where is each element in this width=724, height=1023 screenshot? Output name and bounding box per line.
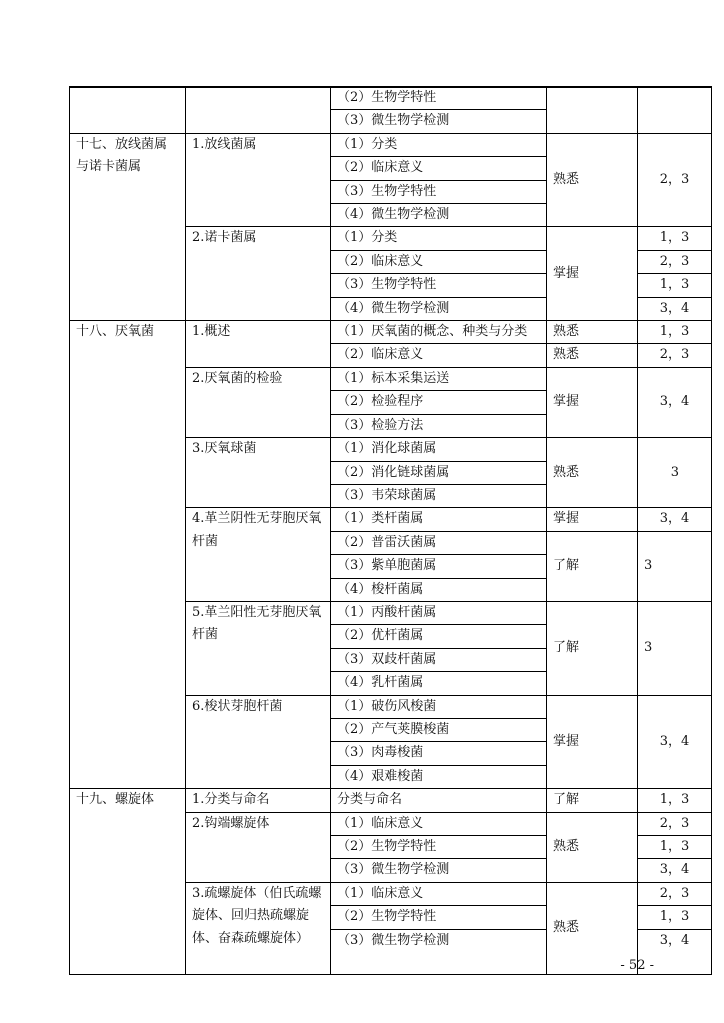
item-cell: 分类与命名 bbox=[331, 789, 547, 812]
level-cell: 熟悉 bbox=[547, 812, 638, 882]
topic-cell: 2.诺卡菌属 bbox=[186, 227, 331, 321]
level-cell: 熟悉 bbox=[547, 133, 638, 227]
unit-cell: 3，4 bbox=[638, 508, 712, 531]
level-cell: 熟悉 bbox=[547, 344, 638, 367]
level-cell: 掌握 bbox=[547, 695, 638, 789]
item-cell: （2）产气荚膜梭菌 bbox=[331, 718, 547, 741]
level-cell: 掌握 bbox=[547, 227, 638, 321]
item-cell: （2）检验程序 bbox=[331, 391, 547, 414]
chapter-cell: 十九、螺旋体 bbox=[70, 789, 186, 974]
topic-cell: 2.钩端螺旋体 bbox=[186, 812, 331, 882]
page-number: - 52 - bbox=[620, 958, 654, 973]
item-cell: （3）韦荣球菌属 bbox=[331, 484, 547, 507]
item-cell: （2）临床意义 bbox=[331, 344, 547, 367]
topic-cell: 5.革兰阳性无芽胞厌氧杆菌 bbox=[186, 601, 331, 695]
item-cell: （1）破伤风梭菌 bbox=[331, 695, 547, 718]
item-cell: （3）检验方法 bbox=[331, 414, 547, 437]
topic-cell bbox=[186, 87, 331, 134]
unit-cell: 2，3 bbox=[638, 133, 712, 227]
chapter-cell: 十八、厌氧菌 bbox=[70, 321, 186, 789]
chapter-cell bbox=[70, 87, 186, 134]
unit-cell: 1，3 bbox=[638, 227, 712, 250]
unit-cell: 3，4 bbox=[638, 695, 712, 789]
topic-cell: 3.疏螺旋体（伯氏疏螺旋体、回归热疏螺旋体、奋森疏螺旋体） bbox=[186, 882, 331, 974]
item-cell: （2）临床意义 bbox=[331, 157, 547, 180]
topic-cell: 2.厌氧菌的检验 bbox=[186, 367, 331, 437]
level-cell: 了解 bbox=[547, 531, 638, 601]
level-cell: 了解 bbox=[547, 789, 638, 812]
unit-cell: 3 bbox=[638, 531, 712, 601]
item-cell: （3）肉毒梭菌 bbox=[331, 742, 547, 765]
item-cell: （1）类杆菌属 bbox=[331, 508, 547, 531]
unit-cell: 1，3 bbox=[638, 321, 712, 344]
level-cell: 了解 bbox=[547, 601, 638, 695]
item-cell: （1）厌氧菌的概念、种类与分类 bbox=[331, 321, 547, 344]
item-cell: （2）生物学特性 bbox=[331, 906, 547, 929]
item-cell: （1）标本采集运送 bbox=[331, 367, 547, 390]
level-cell: 掌握 bbox=[547, 367, 638, 437]
item-cell: （3）微生物学检测 bbox=[331, 929, 547, 974]
unit-cell: 2，3 bbox=[638, 812, 712, 835]
item-cell: （3）生物学特性 bbox=[331, 180, 547, 203]
item-cell: （1）分类 bbox=[331, 227, 547, 250]
syllabus-table bbox=[69, 86, 712, 975]
topic-cell: 1.分类与命名 bbox=[186, 789, 331, 812]
item-cell: （1）临床意义 bbox=[331, 812, 547, 835]
item-cell: （2）优杆菌属 bbox=[331, 625, 547, 648]
item-cell: （2）消化链球菌属 bbox=[331, 461, 547, 484]
item-cell: （2）生物学特性 bbox=[331, 836, 547, 859]
item-cell: （3）紫单胞菌属 bbox=[331, 555, 547, 578]
chapter-cell: 十七、放线菌属与诺卡菌属 bbox=[70, 133, 186, 320]
item-cell: （3）微生物学检测 bbox=[331, 110, 547, 133]
item-cell: （3）生物学特性 bbox=[331, 274, 547, 297]
unit-cell: 2，3 bbox=[638, 250, 712, 273]
item-cell: （1）消化球菌属 bbox=[331, 438, 547, 461]
unit-cell: 1，3 bbox=[638, 789, 712, 812]
unit-cell: 3，4 bbox=[638, 859, 712, 882]
topic-cell: 6.梭状芽胞杆菌 bbox=[186, 695, 331, 789]
item-cell: （1）丙酸杆菌属 bbox=[331, 601, 547, 624]
item-cell: （4）微生物学检测 bbox=[331, 204, 547, 227]
level-cell bbox=[547, 87, 638, 134]
unit-cell: 3 bbox=[638, 438, 712, 508]
level-cell: 掌握 bbox=[547, 508, 638, 531]
item-cell: （4）微生物学检测 bbox=[331, 297, 547, 320]
topic-cell: 1.放线菌属 bbox=[186, 133, 331, 227]
unit-cell: 3，4 bbox=[638, 297, 712, 320]
unit-cell: 2，3 bbox=[638, 344, 712, 367]
unit-cell bbox=[638, 87, 712, 134]
level-cell: 熟悉 bbox=[547, 438, 638, 508]
item-cell: （1）临床意义 bbox=[331, 882, 547, 905]
item-cell: （2）临床意义 bbox=[331, 250, 547, 273]
item-cell: （4）乳杆菌属 bbox=[331, 672, 547, 695]
unit-cell: 1，3 bbox=[638, 836, 712, 859]
topic-cell: 3.厌氧球菌 bbox=[186, 438, 331, 508]
item-cell: （2）普雷沃菌属 bbox=[331, 531, 547, 554]
topic-cell: 1.概述 bbox=[186, 321, 331, 368]
unit-cell: 1，3 bbox=[638, 274, 712, 297]
unit-cell: 2，3 bbox=[638, 882, 712, 905]
level-cell: 熟悉 bbox=[547, 321, 638, 344]
unit-cell: 3，4 bbox=[638, 929, 712, 974]
topic-cell: 4.革兰阴性无芽胞厌氧杆菌 bbox=[186, 508, 331, 602]
item-cell: （1）分类 bbox=[331, 133, 547, 156]
unit-cell: 1，3 bbox=[638, 906, 712, 929]
item-cell: （2）生物学特性 bbox=[331, 87, 547, 110]
unit-cell: 3 bbox=[638, 601, 712, 695]
item-cell: （4）梭杆菌属 bbox=[331, 578, 547, 601]
item-cell: （3）微生物学检测 bbox=[331, 859, 547, 882]
item-cell: （4）艰难梭菌 bbox=[331, 765, 547, 788]
item-cell: （3）双歧杆菌属 bbox=[331, 648, 547, 671]
unit-cell: 3，4 bbox=[638, 367, 712, 437]
level-cell: 熟悉 bbox=[547, 882, 638, 974]
